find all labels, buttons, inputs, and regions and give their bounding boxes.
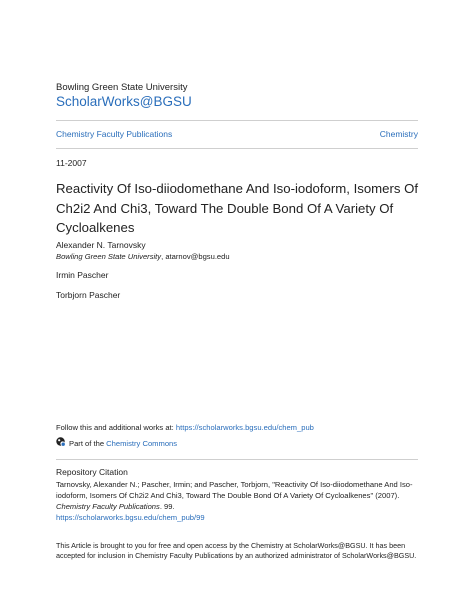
repository-link[interactable]: ScholarWorks@BGSU: [56, 94, 192, 109]
citation-journal-line: [56, 501, 420, 512]
part-of-prefix: Part of the: [69, 438, 105, 448]
citation-line: Tarnovsky, Alexander N.; Pascher, Irmin; and Pascher, Torbjorn, "Reactivity Of Iso-diiodomethane And Iso-: [56, 480, 413, 489]
citation-journal: Chemistry Faculty Publications: [56, 502, 160, 511]
affiliation-institution: Bowling Green State University: [56, 252, 162, 261]
follow-prefix: Follow this and additional works at:: [56, 423, 176, 432]
divider-top: [56, 120, 418, 121]
institution-name: Bowling Green State University: [56, 82, 188, 93]
citation-text: [56, 479, 420, 523]
citation-heading: Repository Citation: [56, 467, 128, 477]
follow-url-link[interactable]: https://scholarworks.bgsu.edu/chem_pub: [175, 423, 314, 432]
footer-line: This Article is brought to you for free and open access by the Chemistry at ScholarWorks@BGSU. It has been: [56, 541, 406, 550]
author-name: Torbjorn Pascher: [56, 290, 121, 300]
part-of-line: [56, 437, 177, 449]
citation-url-link[interactable]: https://scholarworks.bgsu.edu/chem_pub/99: [56, 513, 205, 522]
department-link[interactable]: Chemistry: [379, 129, 418, 139]
citation-journal-suffix: . 99.: [159, 502, 175, 511]
author-name: Alexander N. Tarnovsky: [56, 240, 146, 250]
divider-citation: [56, 459, 418, 460]
chemistry-commons-link[interactable]: Chemistry Commons: [106, 438, 178, 448]
series-link[interactable]: Chemistry Faculty Publications: [56, 129, 173, 139]
author-affiliation: [56, 252, 230, 261]
footer-notice: [56, 541, 420, 561]
divider-nav: [56, 148, 418, 149]
citation-line: iodoform, Isomers Of Ch2i2 And Chi3, Toward The Double Bond Of A Variety Of Cycloalkenes" (2007).: [56, 491, 400, 500]
publication-date: 11-2007: [56, 158, 87, 168]
article-title: [56, 179, 420, 238]
follow-line: [56, 423, 314, 432]
network-icon: [56, 437, 69, 449]
title-line: Cycloalkenes: [56, 220, 135, 235]
author-email: , atarnov@bgsu.edu: [161, 252, 230, 261]
title-line: Reactivity Of Iso-diiodomethane And Iso-iodoform, Isomers Of: [56, 181, 419, 196]
title-line: Ch2i2 And Chi3, Toward The Double Bond Of A Variety Of: [56, 200, 394, 216]
author-name: Irmin Pascher: [56, 270, 109, 280]
footer-line: accepted for inclusion in Chemistry Faculty Publications by an authorized administrator of ScholarWorks@BGSU.: [56, 551, 417, 561]
